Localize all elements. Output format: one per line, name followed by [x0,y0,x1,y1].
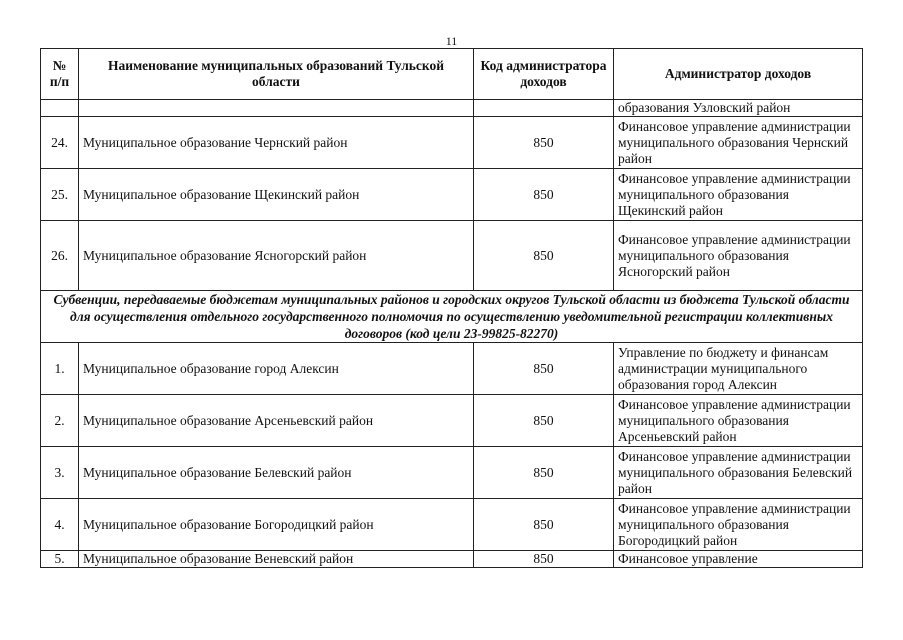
cell-number: 3. [41,447,79,499]
cell-code: 850 [474,117,614,169]
table-row [41,169,863,221]
cell-municipality: Муниципальное образование Чернский район [79,117,474,169]
cell-municipality: Муниципальное образование Щекинский район [79,169,474,221]
cell-municipality: Муниципальное образование Веневский район [79,551,474,568]
revenue-administrators-table [40,48,863,568]
table-row [41,343,863,395]
header-municipality: Наименование муниципальных образований Тульской области [79,49,474,100]
table-body [41,100,863,568]
page-number: 11 [445,34,458,48]
cell-code: 850 [474,499,614,551]
cell-number: 5. [41,551,79,568]
cell-number [41,100,79,117]
cell-number: 4. [41,499,79,551]
header-number-text: № п/п [49,58,70,89]
cell-municipality: Муниципальное образование Белевский район [79,447,474,499]
cell-administrator: Финансовое управление [614,551,863,568]
cell-administrator: Финансовое управление администрации муниципального образования Богородицкий район [614,499,863,551]
header-number [41,49,79,100]
table-row [41,117,863,169]
cell-code [474,100,614,117]
section-header-row [41,291,863,343]
cell-administrator: Финансовое управление администрации муниципального образования Чернский район [614,117,863,169]
table-row [41,499,863,551]
cell-code: 850 [474,551,614,568]
cell-number: 24. [41,117,79,169]
cell-administrator: Финансовое управление администрации муниципального образования Арсеньевский район [614,395,863,447]
cell-municipality: Муниципальное образование Арсеньевский район [79,395,474,447]
table-row-continued [41,100,863,117]
cell-number: 2. [41,395,79,447]
cell-administrator: образования Узловский район [614,100,863,117]
cell-number: 1. [41,343,79,395]
cell-municipality: Муниципальное образование город Алексин [79,343,474,395]
cell-code: 850 [474,343,614,395]
table-row [41,447,863,499]
cell-administrator: Финансовое управление администрации муниципального образования Ясногорский район [614,221,863,291]
header-admin-code: Код администратора доходов [474,49,614,100]
section-title: Субвенции, передаваемые бюджетам муниципальных районов и городских округов Тульской области из бюджета Тульской области для осуществления отдельного государственного полномочия по осуществлению уведомительной регистрации коллективных договоров (код цели 23-99825-82270) [41,291,863,343]
header-administrator: Администратор доходов [614,49,863,100]
cell-administrator: Финансовое управление администрации муниципального образования Белевский район [614,447,863,499]
cell-code: 850 [474,221,614,291]
cell-municipality [79,100,474,117]
cell-code: 850 [474,395,614,447]
cell-administrator: Управление по бюджету и финансам администрации муниципального образования город Алексин [614,343,863,395]
cell-number: 26. [41,221,79,291]
table-header-row [41,49,863,100]
table-row [41,551,863,568]
table-row [41,395,863,447]
cell-code: 850 [474,169,614,221]
table-row [41,221,863,291]
cell-number: 25. [41,169,79,221]
cell-administrator: Финансовое управление администрации муниципального образования Щекинский район [614,169,863,221]
cell-municipality: Муниципальное образование Ясногорский район [79,221,474,291]
cell-municipality: Муниципальное образование Богородицкий район [79,499,474,551]
cell-code: 850 [474,447,614,499]
